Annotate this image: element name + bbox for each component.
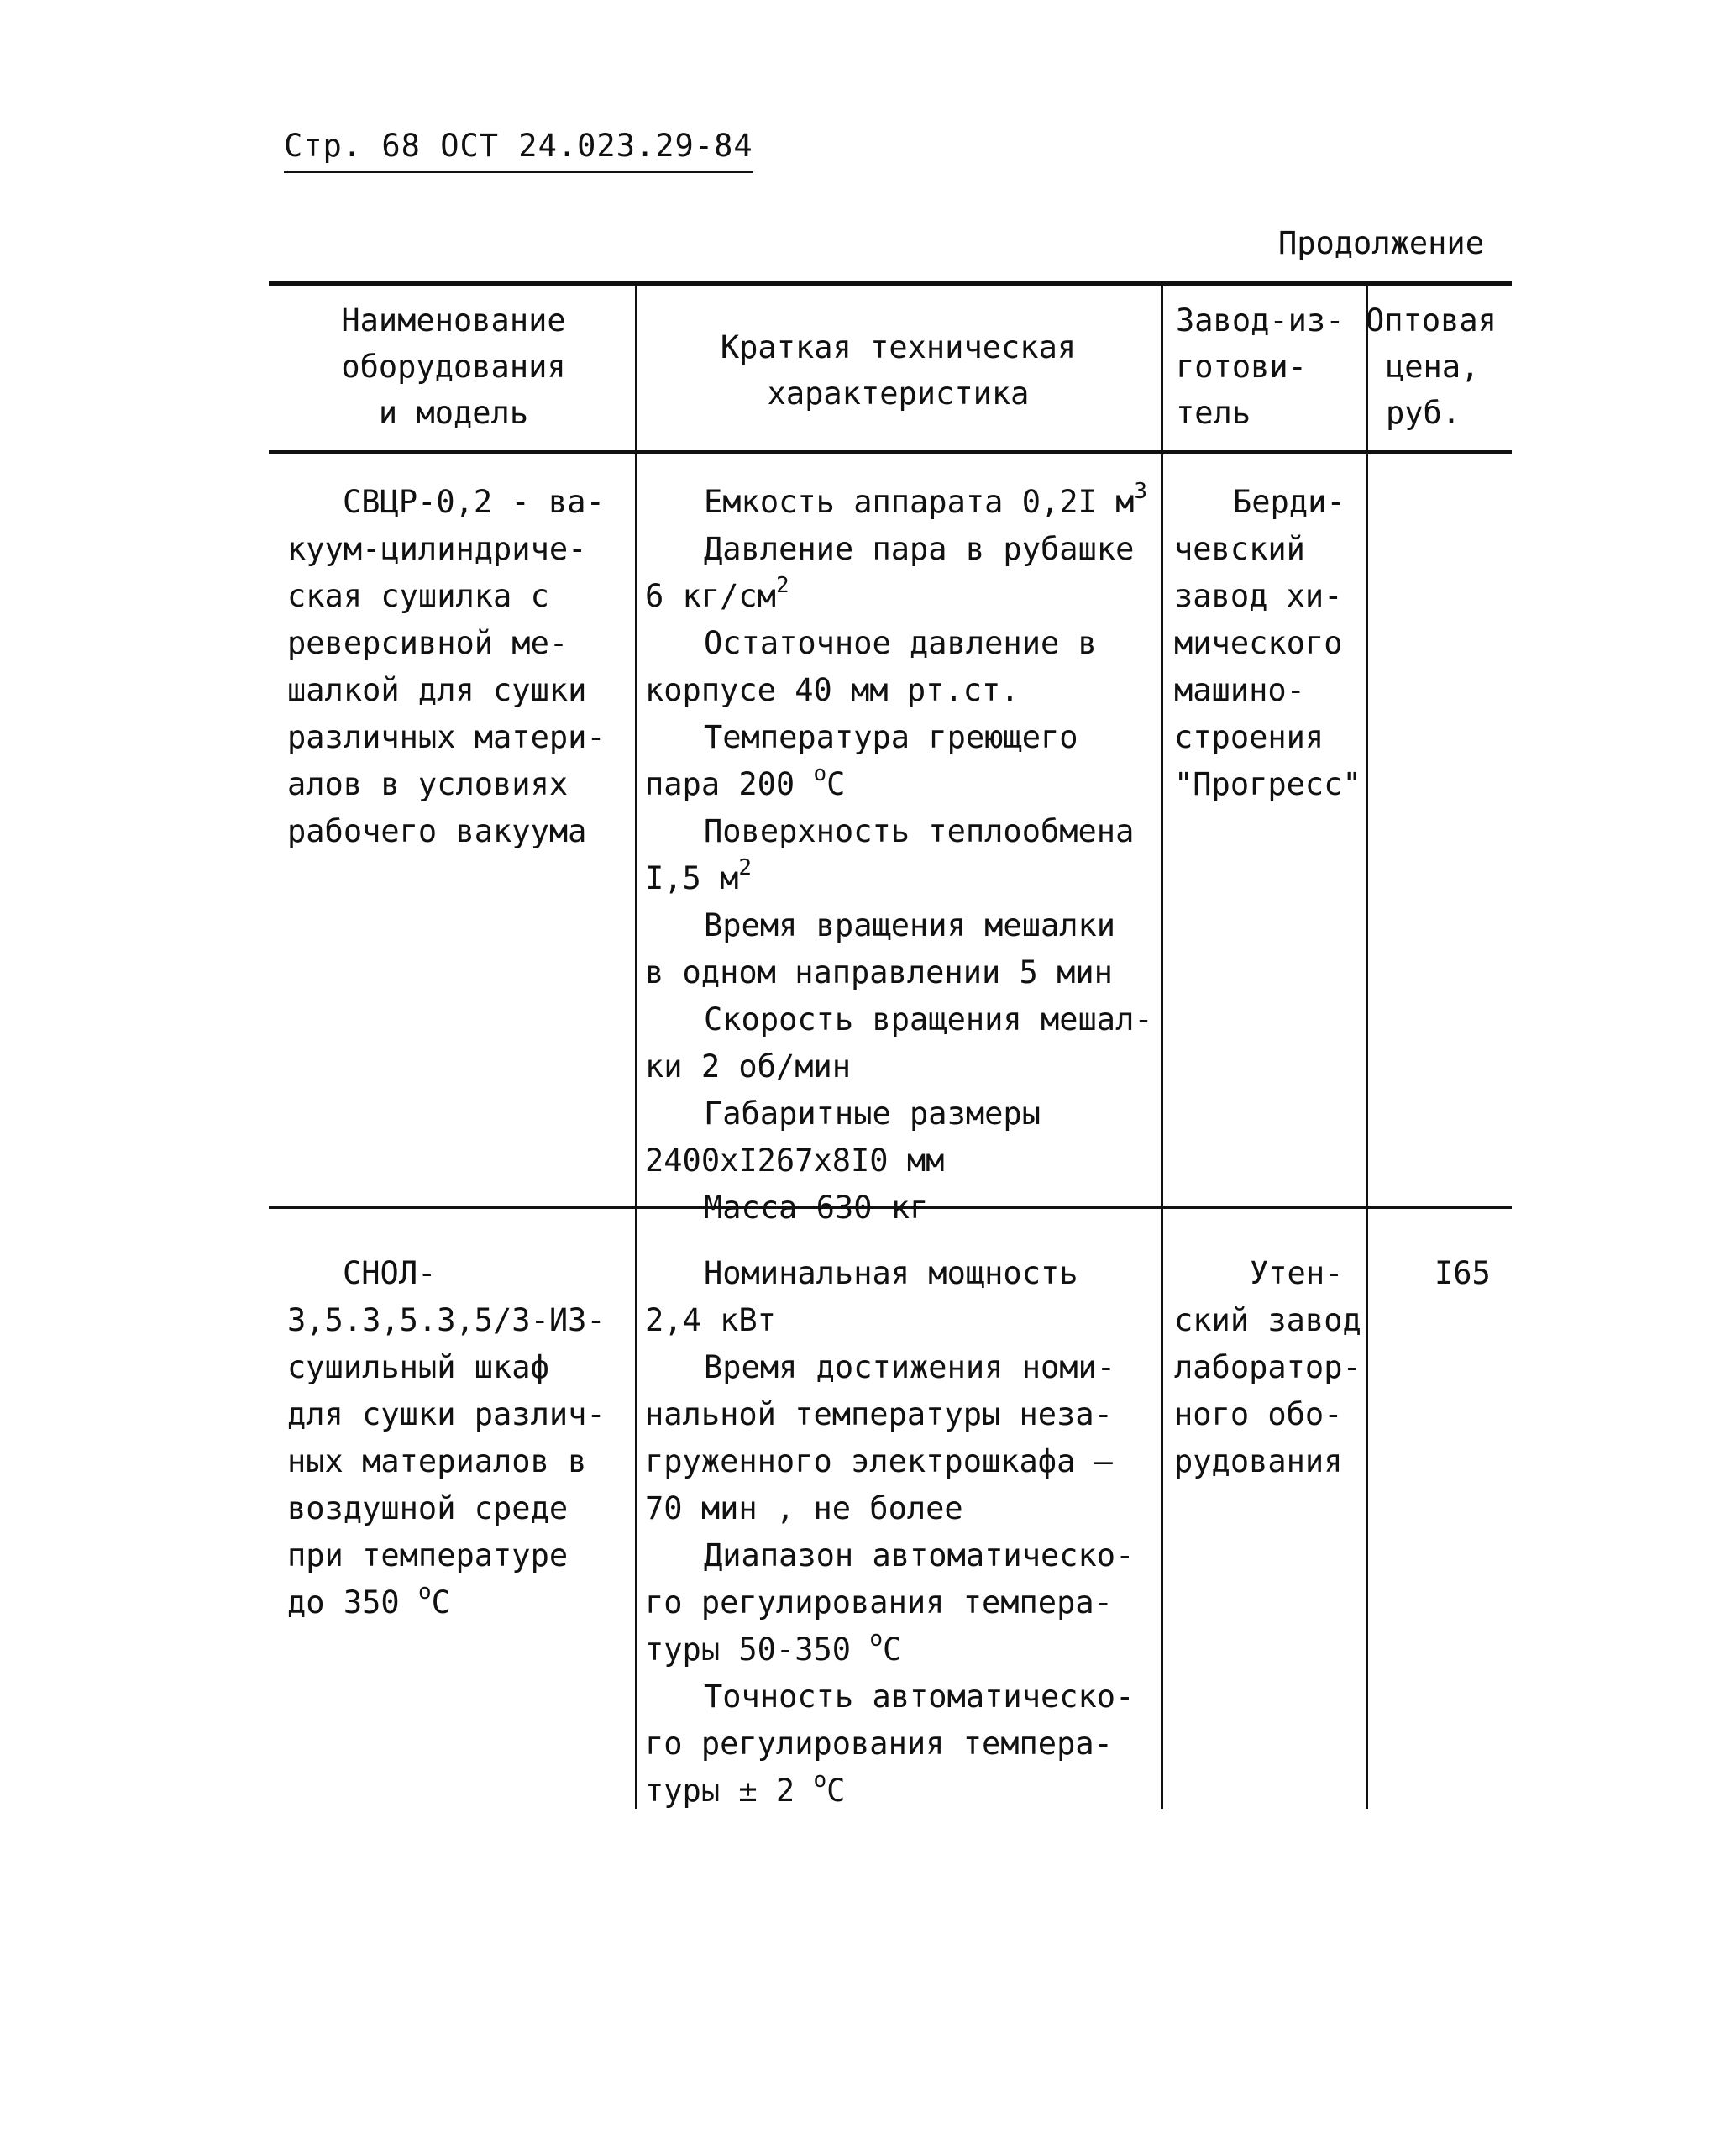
spec-line: 2400xI267x8I0 мм — [645, 1143, 945, 1179]
row2-spec — [645, 1250, 1159, 1815]
spec-line: пара 200 $^о$С — [645, 760, 846, 802]
column-divider-2 — [1161, 284, 1163, 1809]
row1-equipment-name: СВЦР-0,2 - ва- куум-цилиндриче- ская сушилка с реверсивной ме- шалкой для сушки различных матери- алов в условиях рабочего вакуума — [287, 484, 606, 849]
row2-equipment-name: СНОЛ- 3,5.3,5.3,5/3-ИЗ- сушильный шкаф для сушки различ- ных материалов в воздушной среде при температуре до 350 $^о$С — [287, 1255, 606, 1621]
spec-line: нальной температуры неза- — [645, 1396, 1113, 1432]
spec-line: Поверхность теплообмена — [704, 813, 1135, 849]
spec-line: го регулирования темпера- — [645, 1726, 1113, 1762]
spec-line: в одном направлении 5 мин — [645, 954, 1113, 990]
spec-line: I,5 $м^2$ — [645, 854, 753, 896]
spec-line: Масса 630 кг — [704, 1190, 929, 1226]
column-divider-1 — [635, 284, 637, 1809]
column-header-name: Наименование оборудования и модель — [341, 302, 566, 431]
spec-line: Температура греющего — [704, 719, 1078, 755]
header-bottom-rule — [269, 450, 1512, 454]
table-top-rule — [269, 281, 1512, 286]
spec-line: Остаточное давление в — [704, 625, 1097, 661]
row2-price: I65 — [1434, 1255, 1491, 1291]
spec-line: Диапазон автоматическо- — [704, 1537, 1135, 1573]
spec-line: Время вращения мешалки — [704, 907, 1116, 943]
spec-line: 6 $кг/см^2$ — [645, 572, 789, 614]
spec-line: Емкость аппарата 0,2I $м^3$ — [704, 478, 1148, 520]
page-header: Стр. 68 ОСТ 24.023.29-84 — [284, 128, 753, 173]
row2-plant: Утен- ский завод лаборатор- ного обо- рудования — [1174, 1255, 1361, 1479]
row1-plant: Берди- чевский завод хи- мического машино- строения "Прогресс" — [1174, 484, 1361, 802]
spec-line: го регулирования темпера- — [645, 1584, 1113, 1621]
column-header-spec: Краткая техническая характеристика — [720, 329, 1077, 412]
column-divider-3 — [1366, 284, 1368, 1809]
spec-line: ки 2 об/мин — [645, 1048, 852, 1085]
spec-line: Номинальная мощность — [704, 1255, 1078, 1291]
spec-line: груженного электрошкафа — — [645, 1443, 1113, 1479]
column-header-plant: Завод-из- готови- тель — [1176, 302, 1345, 431]
spec-line: Габаритные размеры — [704, 1095, 1041, 1132]
column-header-price: Оптовая цена, руб. — [1366, 302, 1497, 431]
spec-line: туры 50-350 $^о$С — [645, 1626, 902, 1668]
row1-spec — [645, 479, 1159, 1232]
spec-line: Давление пара в рубашке — [704, 531, 1135, 567]
spec-line: туры ± 2 $^о$С — [645, 1767, 846, 1809]
spec-line: 70 мин , не более — [645, 1490, 963, 1526]
spec-line: 2,4 кВт — [645, 1302, 776, 1338]
spec-line: Скорость вращения мешал- — [704, 1001, 1153, 1038]
spec-line: корпусе 40 мм рт.ст. — [645, 672, 1020, 708]
spec-line: Точность автоматическо- — [704, 1679, 1135, 1715]
continuation-label: Продолжение — [1277, 225, 1484, 261]
spec-line: Время достижения номи- — [704, 1349, 1116, 1385]
